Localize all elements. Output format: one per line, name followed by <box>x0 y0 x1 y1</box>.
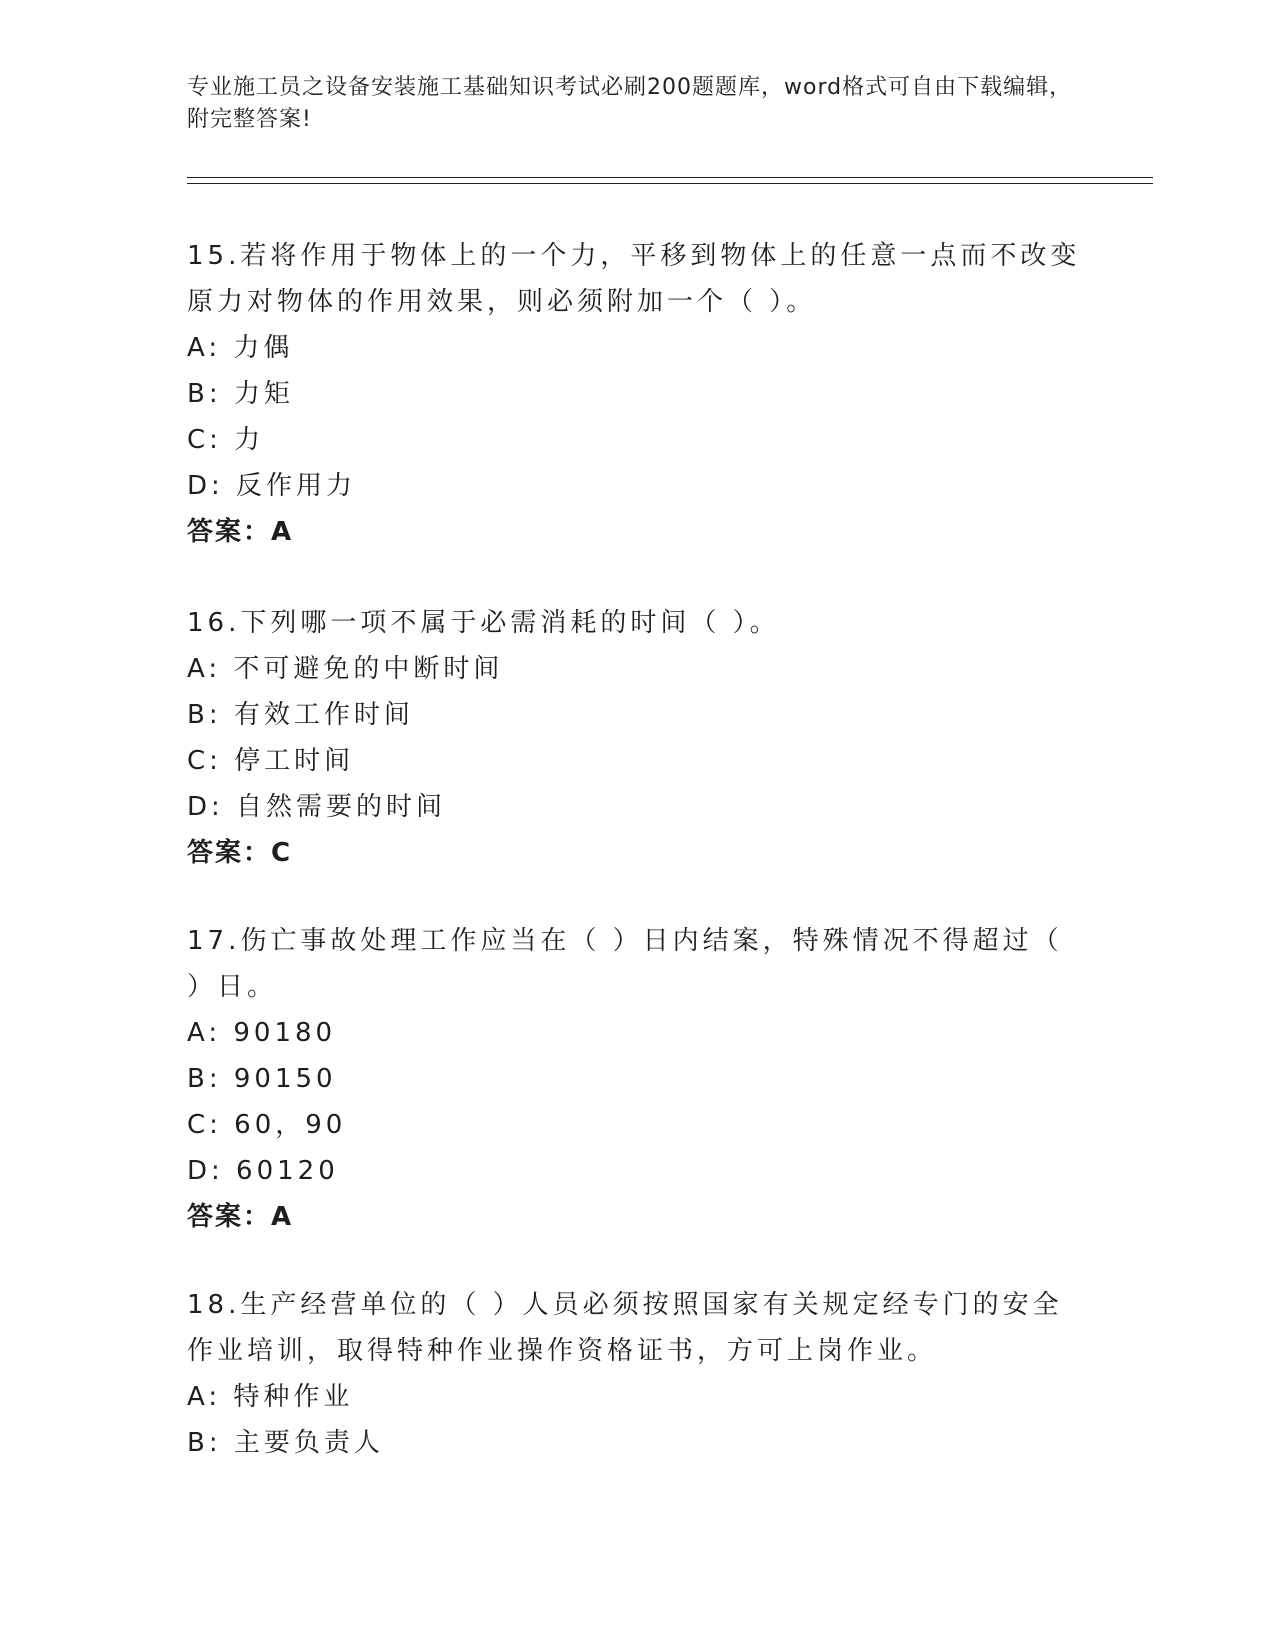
question-stem: 16.下列哪一项不属于必需消耗的时间（ ）。 <box>187 608 780 638</box>
document-title: 专业施工员之设备安装施工基础知识考试必刷200题题库，word格式可自由下载编辑，附完整答案! <box>187 75 1073 132</box>
header-divider-top <box>187 177 1153 178</box>
answer: 答案：A <box>187 517 294 547</box>
question-stem: 15.若将作用于物体上的一个力，平移到物体上的任意一点而不改变原力对物体的作用效果，则必须附加一个（ ）。 <box>187 241 1081 317</box>
question-stem: 17.伤亡事故处理工作应当在（ ）日内结案，特殊情况不得超过（ ）日。 <box>187 926 1063 1002</box>
question-18 <box>187 1282 1087 1466</box>
option-a: A: 力偶 <box>187 333 294 363</box>
option-c: C: 停工时间 <box>187 746 355 776</box>
option-b: B: 主要负责人 <box>187 1428 384 1458</box>
option-d: D: 自然需要的时间 <box>187 792 447 822</box>
option-d: D: 反作用力 <box>187 471 357 501</box>
option-d: D: 60120 <box>187 1156 339 1186</box>
option-c: C: 力 <box>187 425 265 455</box>
option-a: A: 特种作业 <box>187 1382 354 1412</box>
answer: 答案：A <box>187 1202 294 1232</box>
option-a: A: 90180 <box>187 1018 337 1048</box>
header-divider-bottom <box>187 183 1153 184</box>
answer: 答案：C <box>187 838 293 868</box>
option-c: C: 60，90 <box>187 1110 347 1140</box>
option-b: B: 90150 <box>187 1064 337 1094</box>
question-stem: 18.生产经营单位的（ ）人员必须按照国家有关规定经专门的安全作业培训，取得特种作业操作资格证书，方可上岗作业。 <box>187 1290 1063 1366</box>
option-b: B: 力矩 <box>187 379 294 409</box>
option-a: A: 不可避免的中断时间 <box>187 654 504 684</box>
question-15 <box>187 233 1087 555</box>
question-16 <box>187 600 1087 876</box>
question-17 <box>187 918 1087 1240</box>
option-b: B: 有效工作时间 <box>187 700 414 730</box>
